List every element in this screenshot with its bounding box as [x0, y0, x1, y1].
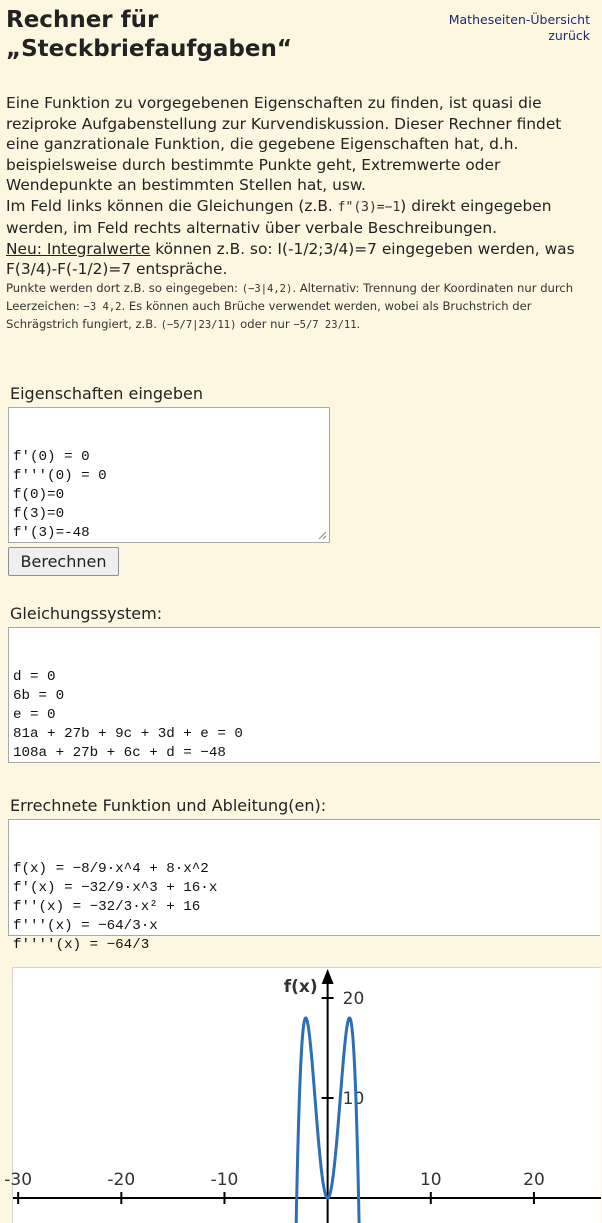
- top-links: [449, 12, 590, 44]
- intro-paragraph-2: [6, 196, 596, 239]
- y-axis-label: f(x): [283, 977, 318, 997]
- intro-text: Im Feld links können die Gleichungen (z.B.: [6, 196, 338, 215]
- textarea-line: f(3)=0: [13, 506, 65, 522]
- y-tick-label: 10: [342, 1089, 365, 1109]
- x-tick-label: 20: [523, 1170, 545, 1190]
- y-axis-arrow-icon: [322, 969, 334, 984]
- resize-handle-icon[interactable]: [318, 531, 327, 540]
- y-tick-label: 20: [342, 989, 365, 1009]
- title-line-2: „Steckbriefaufgaben“: [6, 36, 292, 62]
- input-label: Eigenschaften eingeben: [10, 384, 204, 403]
- system-label: Gleichungssystem:: [10, 604, 163, 623]
- intro-paragraph-3: [6, 239, 596, 280]
- overview-link[interactable]: Matheseiten-Übersicht: [448, 12, 590, 27]
- intro-section: [6, 93, 596, 334]
- result-line: f(x) = −8/9·x^4 + 8·x^2: [13, 861, 209, 877]
- hint-code: (−3|4,2): [241, 282, 293, 295]
- x-tick-label: -10: [210, 1170, 239, 1190]
- equation-line: 108a + 27b + 6c + d = −48: [13, 745, 226, 761]
- textarea-line: f'(0) = 0: [13, 449, 90, 465]
- function-graph[interactable]: [4, 967, 601, 1223]
- result-line: f''''(x) = −64/3: [13, 937, 150, 953]
- result-line: f''(x) = −32/3·x² + 16: [13, 899, 201, 915]
- x-tick-label: 10: [419, 1170, 442, 1190]
- points-hint: [6, 280, 596, 334]
- textarea-line: f'(3)=-48: [13, 525, 90, 541]
- title-line-1: Rechner für: [6, 7, 159, 33]
- hint-code: −5/7 23/11: [293, 318, 357, 331]
- equation-line: 81a + 27b + 9c + 3d + e = 0: [13, 726, 243, 742]
- textarea-line: f'''(0) = 0: [13, 468, 107, 484]
- hint-text: Punkte werden dort z.B. so eingegeben:: [6, 280, 242, 295]
- function-result-output: [8, 819, 600, 953]
- result-line: f'(x) = −32/9·x^3 + 16·x: [13, 880, 218, 896]
- equation-system-output: [8, 627, 600, 763]
- back-link[interactable]: zurück: [548, 28, 590, 43]
- hint-code: −3 4,2: [83, 300, 122, 313]
- result-line: f'''(x) = −64/3·x: [13, 918, 158, 934]
- hint-text: . Alternativ: Trennung der Koordinaten nur durch Leerzeichen:: [6, 280, 574, 313]
- example-code: f"(3)=−1: [337, 199, 401, 215]
- properties-textarea[interactable]: [8, 407, 330, 543]
- hint-text: . Es können auch Brüche verwendet werden, wobei als Bruchstrich der Schrägstrich fungiert, z.B.: [6, 298, 532, 331]
- intro-paragraph-1: Eine Funktion zu vorgegebenen Eigenschaften zu finden, ist quasi die reziproke Aufgabenstellung zur Kurvendiskussion. Dieser Rechner findet eine ganzrationale Funktion, die gegebene Eigenschaften hat, d.h. beispielsweise durch bestimmte Punkte geht, Extremwerte oder Wendepunkte an bestimmten Stellen hat, usw.: [6, 94, 562, 194]
- x-tick-label: -20: [107, 1170, 136, 1190]
- integral-link[interactable]: Neu: Integralwerte: [6, 239, 151, 258]
- page-title: [6, 6, 426, 64]
- hint-text: oder nur: [236, 316, 294, 331]
- textarea-line: f(0)=0: [13, 487, 65, 503]
- intro-text: ) direkt eingegeben werden, im Feld rechts alternativ über verbale Beschreibungen.: [6, 196, 552, 237]
- hint-code: (−5/7|23/11): [160, 318, 237, 331]
- equation-line: d = 0: [13, 669, 56, 685]
- result-label: Errechnete Funktion und Ableitung(en):: [10, 796, 327, 815]
- equation-line: 6b = 0: [13, 688, 65, 704]
- hint-text: .: [356, 316, 361, 331]
- intro-text: können z.B. so: I(-1/2;3/4)=7 eingegeben werden, was F(3/4)-F(-1/2)=7 entspräche.: [6, 239, 575, 278]
- x-tick-label: -30: [4, 1170, 33, 1190]
- graph-svg[interactable]: [4, 968, 601, 1223]
- calculate-button[interactable]: Berechnen: [8, 547, 119, 576]
- equation-line: e = 0: [13, 707, 56, 723]
